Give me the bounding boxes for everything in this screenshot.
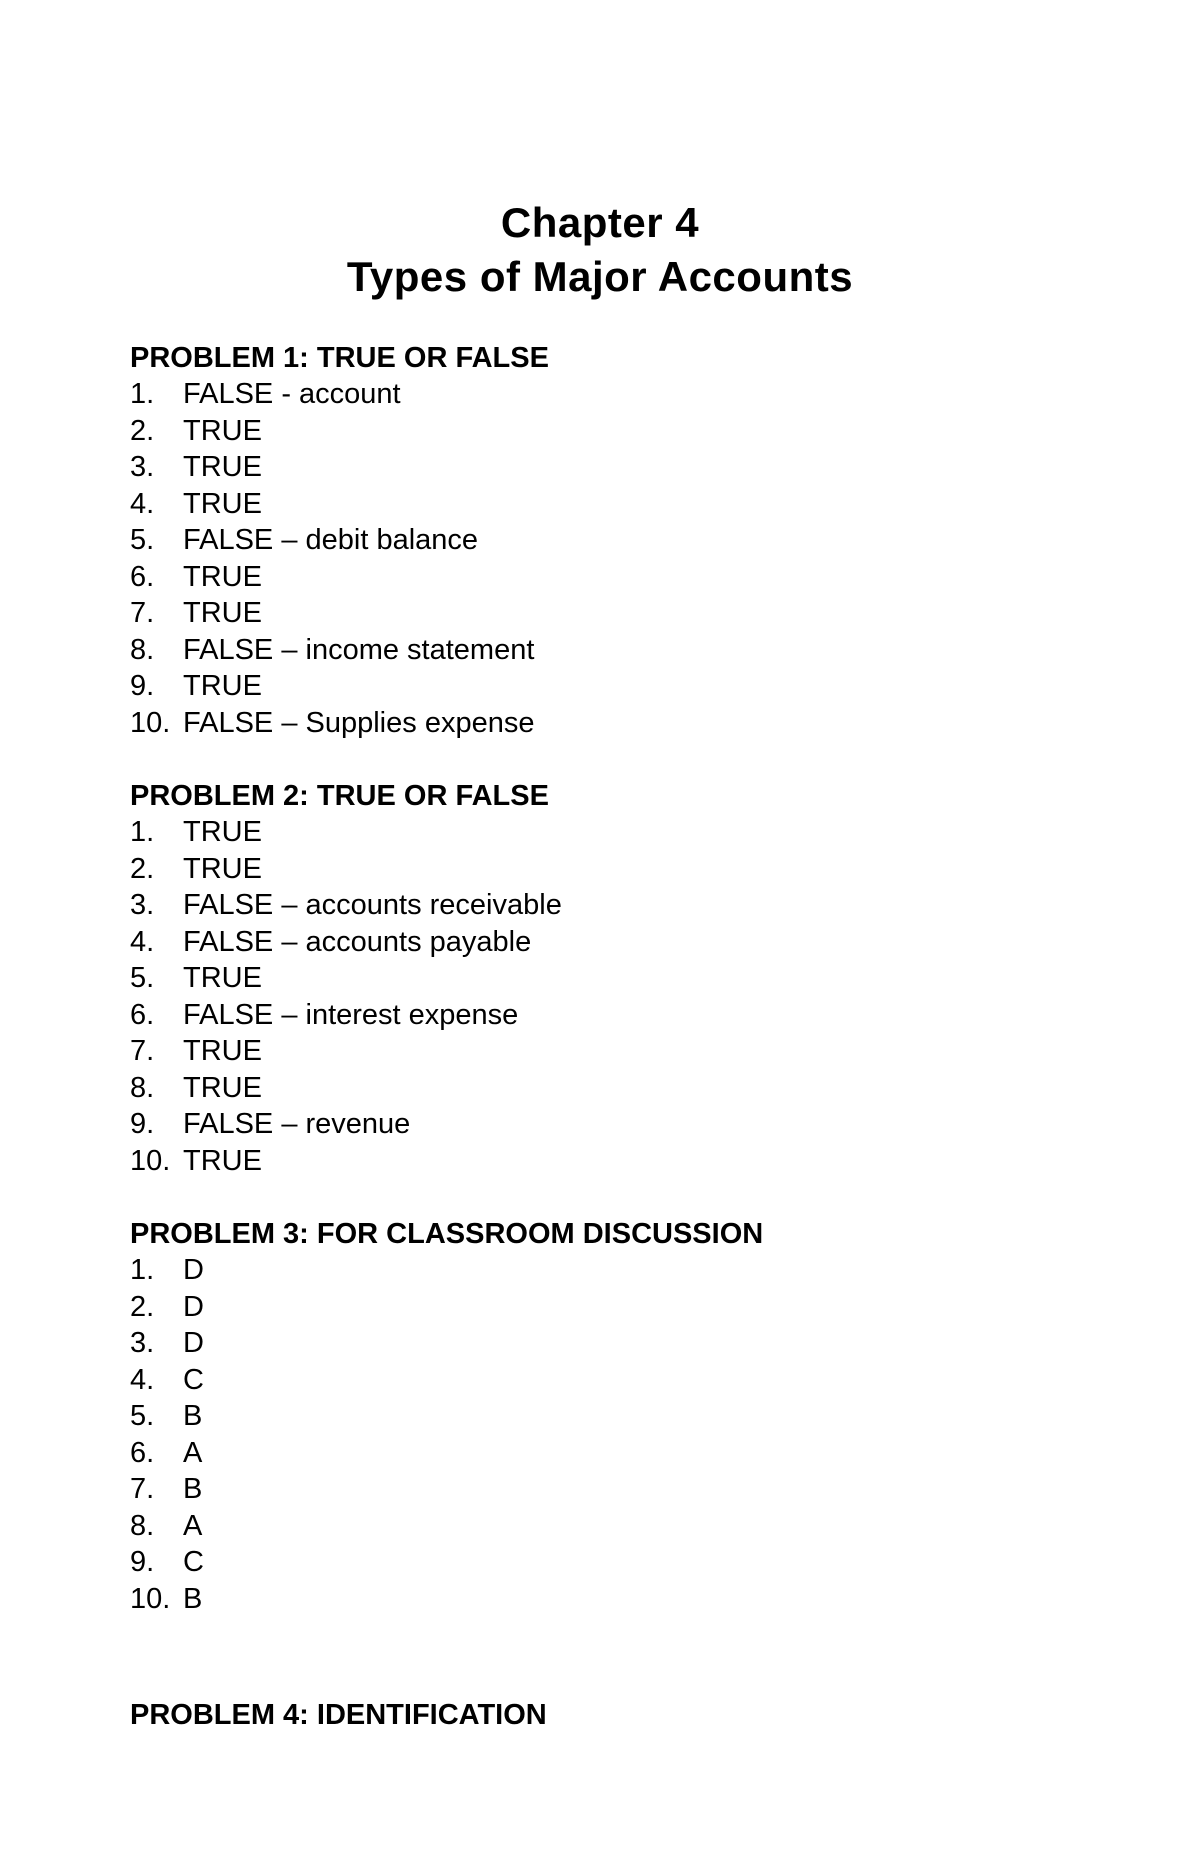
answer-text: FALSE – debit balance (183, 524, 479, 556)
answer-item (130, 413, 1130, 450)
problem-1-section (130, 340, 1130, 741)
answer-number: 1. (130, 816, 155, 848)
answer-number: 8. (130, 1071, 155, 1104)
section-heading: PROBLEM 4: IDENTIFICATION (130, 1699, 547, 1731)
answer-number: 3. (130, 451, 155, 483)
answer-number: 6. (130, 1436, 155, 1469)
answer-list (130, 1252, 1130, 1617)
answer-number: 10. (130, 706, 171, 739)
answer-item (130, 814, 1130, 851)
answer-item (130, 1106, 1130, 1143)
answer-text: TRUE (183, 487, 262, 520)
answer-list (130, 376, 1130, 741)
answer-item (130, 449, 1130, 486)
answer-text: FALSE - account (183, 378, 401, 410)
answer-item (130, 924, 1130, 961)
answer-text: C (183, 1363, 204, 1396)
answer-number: 5. (130, 524, 155, 556)
answer-item (130, 997, 1130, 1034)
answer-item (130, 595, 1130, 632)
answer-text: TRUE (183, 852, 262, 885)
problem-4-section (130, 1697, 1130, 1733)
answer-number: 5. (130, 962, 155, 994)
answer-text: TRUE (183, 1035, 262, 1067)
answer-number: 5. (130, 1400, 155, 1432)
answer-number: 3. (130, 1327, 155, 1359)
answer-number: 2. (130, 1290, 155, 1323)
answer-item (130, 1435, 1130, 1472)
answer-item (130, 486, 1130, 523)
answer-text: D (183, 1254, 204, 1286)
answer-item (130, 1508, 1130, 1545)
answer-text: TRUE (183, 1071, 262, 1104)
answer-text: TRUE (183, 414, 262, 447)
problem-2-section (130, 778, 1130, 1179)
answer-number: 1. (130, 378, 155, 410)
answer-item (130, 1362, 1130, 1399)
answer-item (130, 1033, 1130, 1070)
problem-3-section (130, 1216, 1130, 1617)
answer-item (130, 851, 1130, 888)
answer-number: 8. (130, 633, 155, 666)
section-spacer (130, 741, 1130, 778)
answer-number: 7. (130, 597, 155, 629)
answer-item (130, 632, 1130, 669)
answer-number: 2. (130, 852, 155, 885)
answer-item (130, 1289, 1130, 1326)
answer-text: TRUE (183, 560, 262, 593)
answer-text: TRUE (183, 451, 262, 483)
answer-text: TRUE (183, 670, 262, 702)
section-heading: PROBLEM 1: TRUE OR FALSE (130, 342, 549, 374)
answer-item (130, 1581, 1130, 1618)
answer-number: 4. (130, 1363, 155, 1396)
answer-text: FALSE – interest expense (183, 998, 519, 1031)
answer-text: A (183, 1436, 203, 1469)
answer-text: TRUE (183, 1144, 262, 1177)
answer-item (130, 1398, 1130, 1435)
answer-item (130, 960, 1130, 997)
answer-number: 7. (130, 1035, 155, 1067)
answer-item (130, 1070, 1130, 1107)
answer-number: 3. (130, 889, 155, 921)
answer-item (130, 522, 1130, 559)
answer-text: TRUE (183, 962, 262, 994)
answer-item (130, 1252, 1130, 1289)
answer-text: A (183, 1509, 203, 1542)
answer-number: 6. (130, 560, 155, 593)
chapter-title: Types of Major Accounts (346, 253, 854, 300)
answer-number: 9. (130, 1108, 155, 1140)
answer-text: FALSE – income statement (183, 633, 535, 666)
answer-number: 4. (130, 487, 155, 520)
answer-item (130, 559, 1130, 596)
answer-item (130, 887, 1130, 924)
answer-number: 10. (130, 1144, 171, 1177)
answer-text: D (183, 1290, 204, 1323)
answer-text: FALSE – revenue (183, 1108, 411, 1140)
answer-number: 9. (130, 1546, 155, 1578)
answer-item (130, 1325, 1130, 1362)
document-body (130, 340, 1130, 1733)
answer-text: B (183, 1400, 203, 1432)
answer-number: 8. (130, 1509, 155, 1542)
chapter-number: Chapter 4 (500, 199, 700, 246)
answer-text: TRUE (183, 816, 262, 848)
answer-item (130, 668, 1130, 705)
answer-item (130, 1143, 1130, 1180)
answer-item (130, 1544, 1130, 1581)
answer-text: D (183, 1327, 204, 1359)
section-spacer (130, 1179, 1130, 1216)
answer-text: C (183, 1546, 204, 1578)
section-spacer (130, 1617, 1130, 1697)
section-heading: PROBLEM 3: FOR CLASSROOM DISCUSSION (130, 1218, 764, 1250)
answer-number: 1. (130, 1254, 155, 1286)
answer-number: 2. (130, 414, 155, 447)
answer-number: 10. (130, 1582, 171, 1615)
answer-text: B (183, 1473, 203, 1505)
answer-item (130, 376, 1130, 413)
answer-number: 6. (130, 998, 155, 1031)
answer-text: FALSE – Supplies expense (183, 706, 535, 739)
answer-number: 9. (130, 670, 155, 702)
answer-list (130, 814, 1130, 1179)
answer-text: FALSE – accounts payable (183, 925, 532, 958)
answer-text: FALSE – accounts receivable (183, 889, 562, 921)
answer-number: 4. (130, 925, 155, 958)
answer-text: TRUE (183, 597, 262, 629)
answer-item (130, 705, 1130, 742)
answer-item (130, 1471, 1130, 1508)
section-heading: PROBLEM 2: TRUE OR FALSE (130, 780, 549, 812)
document-title (0, 196, 1200, 304)
answer-number: 7. (130, 1473, 155, 1505)
answer-text: B (183, 1582, 203, 1615)
